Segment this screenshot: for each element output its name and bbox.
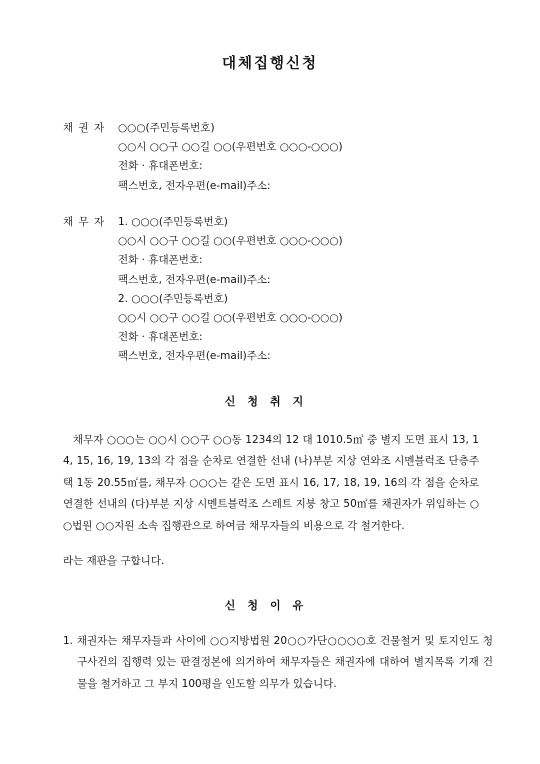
purpose-body: 채무자 ○○○는 ○○시 ○○구 ○○동 1234의 12 대 1010.5㎡ 중 별지 도면 표시 13, 14, 15, 16, 19, 13의 각 점을 순차로 연결한 선내 (나)부분 지상 연와조 시멘블럭조 단층주택 1동 20.55㎡를, 채무자 ○○○는 같은 도면 표시 16, 17, 18, 19, 16의 각 점을 순차로 연결한 선내의 (다)부분 지상 시멘트블럭조 스레트 지붕 창고 50㎡를 채권자가 위임하는 ○○법원 ○○지원 소속 집행관으로 하여금 채무자들의 비용으로 각 철거한다. bbox=[63, 434, 479, 532]
debtor-1-name: 1. ○○○(주민등록번호) bbox=[118, 216, 228, 228]
debtor-2-address-row bbox=[63, 309, 503, 328]
debtor-2-name: 2. ○○○(주민등록번호) bbox=[118, 292, 228, 305]
debtor-2-phone: 전화 · 휴대폰번호: bbox=[118, 331, 203, 344]
creditor-phone-row bbox=[63, 157, 503, 176]
debtor-row bbox=[63, 213, 503, 232]
creditor-fax-row bbox=[63, 177, 503, 196]
debtor-1-phone-row bbox=[63, 251, 503, 270]
document-title: 대체집행신청 bbox=[221, 56, 319, 72]
creditor-block bbox=[63, 119, 503, 196]
purpose-closing: 라는 재판을 구합니다. bbox=[63, 555, 165, 567]
debtor-block bbox=[63, 213, 503, 367]
debtor-1-fax-email: 팩스번호, 전자우편(e-mail)주소: bbox=[118, 273, 271, 286]
debtor-2-address: ○○시 ○○구 ○○길 ○○(우편번호 ○○○-○○○) bbox=[118, 311, 343, 324]
creditor-label: 채 권 자 bbox=[63, 122, 106, 134]
creditor-address-row bbox=[63, 138, 503, 157]
debtor-1-fax-row bbox=[63, 271, 503, 290]
debtor-1-address-row bbox=[63, 232, 503, 251]
reason-item: 1. 채권자는 채무자들과 사이에 ○○지방법원 20○○가단○○○○호 건물철거 및 토지인도 청구사건의 집행력 있는 판결정본에 의거하여 채무자들은 채권자에 대하여 별지목록 기재 건물을 철거하고 그 부지 100평을 인도할 의무가 있습니다. bbox=[63, 635, 493, 690]
reasons-heading: 신청이유 bbox=[224, 599, 316, 612]
debtor-2-fax-email: 팩스번호, 전자우편(e-mail)주소: bbox=[118, 350, 271, 363]
creditor-row bbox=[63, 119, 503, 138]
purpose-heading: 신청취지 bbox=[224, 395, 316, 408]
creditor-name: ○○○(주민등록번호) bbox=[118, 122, 215, 134]
creditor-fax-email: 팩스번호, 전자우편(e-mail)주소: bbox=[118, 179, 271, 192]
debtor-label: 채 무 자 bbox=[63, 216, 106, 228]
creditor-address: ○○시 ○○구 ○○길 ○○(우편번호 ○○○-○○○) bbox=[118, 141, 343, 154]
debtor-2-phone-row bbox=[63, 328, 503, 347]
debtor-1-address: ○○시 ○○구 ○○길 ○○(우편번호 ○○○-○○○) bbox=[118, 235, 343, 248]
debtor-1-phone: 전화 · 휴대폰번호: bbox=[118, 254, 203, 267]
debtor-2-row bbox=[63, 290, 503, 309]
debtor-2-fax-row bbox=[63, 347, 503, 366]
creditor-phone: 전화 · 휴대폰번호: bbox=[118, 160, 203, 173]
